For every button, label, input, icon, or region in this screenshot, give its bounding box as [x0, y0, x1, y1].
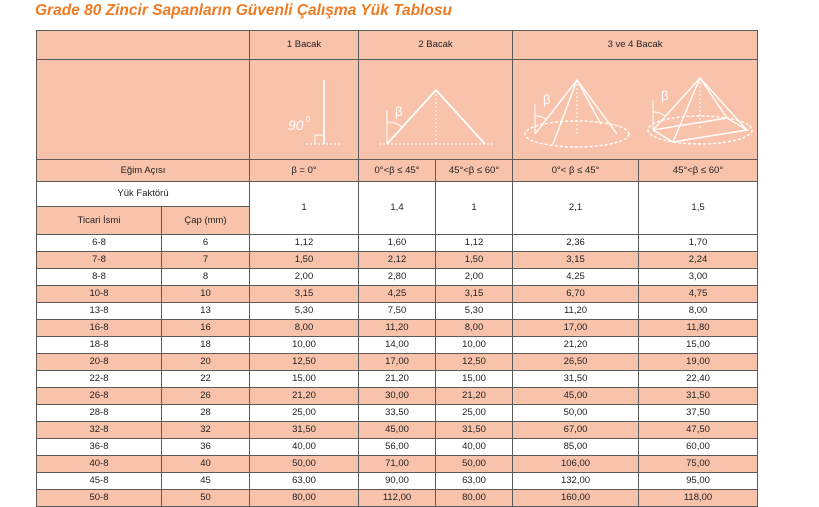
load-value-cell: 12,50 — [250, 354, 359, 371]
load-value-cell: 25,00 — [436, 405, 513, 422]
load-value-cell: 1,70 — [639, 235, 758, 252]
diameter-cell: 28 — [162, 405, 250, 422]
two-leg-diagram — [359, 64, 513, 156]
trade-name-cell: 40-8 — [37, 456, 162, 473]
load-value-cell: 3,15 — [250, 286, 359, 303]
trade-name-cell: 36-8 — [37, 439, 162, 456]
diagram-2-legs — [359, 60, 513, 160]
load-value-cell: 71,00 — [359, 456, 436, 473]
trade-name-cell: 18-8 — [37, 337, 162, 354]
load-value-cell: 56,00 — [359, 439, 436, 456]
trade-name-header: Ticari İsmi — [37, 207, 162, 235]
load-value-cell: 5,30 — [436, 303, 513, 320]
load-factor-label: Yük Faktörü — [37, 182, 250, 207]
load-value-cell: 10,00 — [250, 337, 359, 354]
load-value-cell: 6,70 — [513, 286, 639, 303]
load-value-cell: 17,00 — [513, 320, 639, 337]
beta-label-4leg: β — [661, 87, 669, 103]
page-title: Grade 80 Zincir Sapanların Güvenli Çalışma Yük Tablosu — [35, 2, 452, 19]
load-value-cell: 15,00 — [436, 371, 513, 388]
load-value-cell: 118,00 — [639, 490, 758, 507]
table-row — [37, 422, 758, 439]
load-value-cell: 31,50 — [639, 388, 758, 405]
load-value-cell: 4,25 — [359, 286, 436, 303]
load-value-cell: 2,36 — [513, 235, 639, 252]
angle-label: Eğim Açısı — [37, 160, 250, 182]
load-value-cell: 21,20 — [359, 371, 436, 388]
diameter-cell: 22 — [162, 371, 250, 388]
load-value-cell: 2,24 — [639, 252, 758, 269]
load-value-cell: 2,12 — [359, 252, 436, 269]
trade-name-cell: 6-8 — [37, 235, 162, 252]
diameter-cell: 36 — [162, 439, 250, 456]
diameter-cell: 7 — [162, 252, 250, 269]
load-value-cell: 5,30 — [250, 303, 359, 320]
load-value-cell: 31,50 — [436, 422, 513, 439]
load-value-cell: 8,00 — [436, 320, 513, 337]
diameter-header: Çap (mm) — [162, 207, 250, 235]
load-value-cell: 160,00 — [513, 490, 639, 507]
load-value-cell: 3,00 — [639, 269, 758, 286]
load-value-cell: 95,00 — [639, 473, 758, 490]
load-value-cell: 25,00 — [250, 405, 359, 422]
diameter-cell: 13 — [162, 303, 250, 320]
header-3-4-legs: 3 ve 4 Bacak — [513, 31, 758, 60]
diameter-cell: 8 — [162, 269, 250, 286]
load-value-cell: 4,75 — [639, 286, 758, 303]
load-value-cell: 90,00 — [359, 473, 436, 490]
trade-name-cell: 10-8 — [37, 286, 162, 303]
degree-mark: 0 — [306, 114, 311, 124]
trade-name-cell: 22-8 — [37, 371, 162, 388]
table-row — [37, 388, 758, 405]
load-value-cell: 15,00 — [250, 371, 359, 388]
table-row — [37, 371, 758, 388]
load-value-cell: 19,00 — [639, 354, 758, 371]
load-value-cell: 26,50 — [513, 354, 639, 371]
diameter-cell: 18 — [162, 337, 250, 354]
factor-cell: 1,5 — [639, 182, 758, 235]
diameter-cell: 16 — [162, 320, 250, 337]
diameter-cell: 45 — [162, 473, 250, 490]
angle-cell: 45°<β ≤ 60° — [639, 160, 758, 182]
load-value-cell: 11,20 — [513, 303, 639, 320]
table-row — [37, 337, 758, 354]
table-row — [37, 456, 758, 473]
load-value-cell: 1,60 — [359, 235, 436, 252]
load-value-cell: 45,00 — [513, 388, 639, 405]
load-value-cell: 15,00 — [639, 337, 758, 354]
diameter-cell: 40 — [162, 456, 250, 473]
load-value-cell: 45,00 — [359, 422, 436, 439]
load-value-cell: 3,15 — [436, 286, 513, 303]
multi-leg-diagram — [513, 64, 758, 156]
load-value-cell: 80,00 — [250, 490, 359, 507]
trade-name-cell: 32-8 — [37, 422, 162, 439]
trade-name-cell: 8-8 — [37, 269, 162, 286]
diameter-cell: 20 — [162, 354, 250, 371]
load-value-cell: 106,00 — [513, 456, 639, 473]
load-value-cell: 2,80 — [359, 269, 436, 286]
diagram-row — [37, 60, 758, 160]
load-value-cell: 17,00 — [359, 354, 436, 371]
table-row — [37, 303, 758, 320]
load-value-cell: 85,00 — [513, 439, 639, 456]
factor-cell: 1 — [250, 182, 359, 235]
table-row — [37, 235, 758, 252]
load-value-cell: 3,15 — [513, 252, 639, 269]
trade-name-cell: 16-8 — [37, 320, 162, 337]
load-value-cell: 8,00 — [250, 320, 359, 337]
angle-cell: 45°<β ≤ 60° — [436, 160, 513, 182]
header-2-legs: 2 Bacak — [359, 31, 513, 60]
diagram-3-4-legs — [513, 60, 758, 160]
angle-row — [37, 160, 758, 182]
load-value-cell: 40,00 — [250, 439, 359, 456]
trade-name-cell: 20-8 — [37, 354, 162, 371]
load-value-cell: 30,00 — [359, 388, 436, 405]
table-row — [37, 252, 758, 269]
load-value-cell: 63,00 — [436, 473, 513, 490]
trade-name-cell: 50-8 — [37, 490, 162, 507]
load-value-cell: 12,50 — [436, 354, 513, 371]
load-value-cell: 63,00 — [250, 473, 359, 490]
load-value-cell: 7,50 — [359, 303, 436, 320]
table-row — [37, 473, 758, 490]
table-row — [37, 439, 758, 456]
load-value-cell: 31,50 — [513, 371, 639, 388]
diameter-cell: 26 — [162, 388, 250, 405]
load-factor-row — [37, 182, 758, 207]
load-value-cell: 31,50 — [250, 422, 359, 439]
load-value-cell: 40,00 — [436, 439, 513, 456]
load-value-cell: 50,00 — [436, 456, 513, 473]
load-value-cell: 2,00 — [436, 269, 513, 286]
load-value-cell: 75,00 — [639, 456, 758, 473]
beta-label: β — [395, 103, 403, 119]
load-value-cell: 1,50 — [436, 252, 513, 269]
load-value-cell: 21,20 — [513, 337, 639, 354]
load-value-cell: 80,00 — [436, 490, 513, 507]
trade-name-cell: 28-8 — [37, 405, 162, 422]
single-leg-diagram — [254, 64, 354, 156]
trade-name-cell: 45-8 — [37, 473, 162, 490]
load-value-cell: 21,20 — [250, 388, 359, 405]
load-value-cell: 47,50 — [639, 422, 758, 439]
load-value-cell: 132,00 — [513, 473, 639, 490]
load-value-cell: 1,50 — [250, 252, 359, 269]
load-value-cell: 50,00 — [250, 456, 359, 473]
load-value-cell: 11,20 — [359, 320, 436, 337]
load-value-cell: 21,20 — [436, 388, 513, 405]
table-row — [37, 320, 758, 337]
diagram-blank-cell — [37, 60, 250, 160]
load-value-cell: 33,50 — [359, 405, 436, 422]
load-value-cell: 1,12 — [250, 235, 359, 252]
table-row — [37, 490, 758, 507]
load-value-cell: 1,12 — [436, 235, 513, 252]
diagram-1-leg — [250, 60, 359, 160]
load-value-cell: 112,00 — [359, 490, 436, 507]
load-value-cell: 11,80 — [639, 320, 758, 337]
diameter-cell: 50 — [162, 490, 250, 507]
load-value-cell: 10,00 — [436, 337, 513, 354]
table-row — [37, 269, 758, 286]
load-value-cell: 14,00 — [359, 337, 436, 354]
table-row — [37, 354, 758, 371]
load-table — [36, 30, 758, 507]
load-value-cell: 4,25 — [513, 269, 639, 286]
angle-90-label: 90 — [288, 116, 304, 133]
diameter-cell: 10 — [162, 286, 250, 303]
load-value-cell: 2,00 — [250, 269, 359, 286]
load-value-cell: 67,00 — [513, 422, 639, 439]
trade-name-cell: 7-8 — [37, 252, 162, 269]
load-value-cell: 50,00 — [513, 405, 639, 422]
header-legs-row — [37, 31, 758, 60]
angle-cell: β = 0° — [250, 160, 359, 182]
trade-name-cell: 13-8 — [37, 303, 162, 320]
table-row — [37, 405, 758, 422]
corner-cell — [37, 31, 250, 60]
header-1-leg: 1 Bacak — [250, 31, 359, 60]
load-value-cell: 22,40 — [639, 371, 758, 388]
diameter-cell: 6 — [162, 235, 250, 252]
table-row — [37, 286, 758, 303]
factor-cell: 2,1 — [513, 182, 639, 235]
load-value-cell: 60,00 — [639, 439, 758, 456]
angle-cell: 0°< β ≤ 45° — [513, 160, 639, 182]
factor-cell: 1 — [436, 182, 513, 235]
angle-cell: 0°<β ≤ 45° — [359, 160, 436, 182]
diameter-cell: 32 — [162, 422, 250, 439]
beta-label-3leg: β — [543, 91, 551, 107]
load-value-cell: 8,00 — [639, 303, 758, 320]
trade-name-cell: 26-8 — [37, 388, 162, 405]
factor-cell: 1,4 — [359, 182, 436, 235]
load-value-cell: 37,50 — [639, 405, 758, 422]
